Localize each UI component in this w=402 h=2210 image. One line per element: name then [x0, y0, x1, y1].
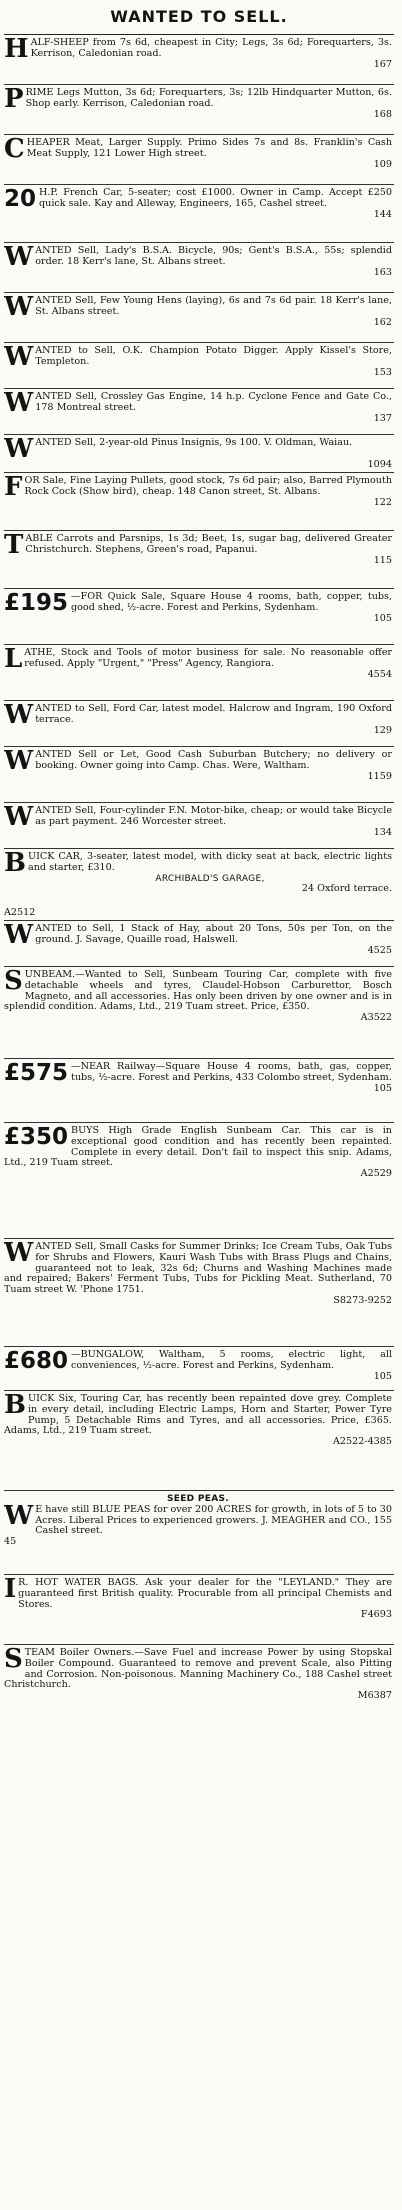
classified-ad [4, 389, 394, 435]
ad-reference: 162 [373, 317, 392, 328]
ad-text: ALF-SHEEP from 7s 6d, cheapest in City; Legs, 3s 6d; Forequarters, 3s. Kerrison, Caledonian road. [30, 37, 392, 59]
ad-reference: 45 [4, 1536, 17, 1548]
drop-cap: W [4, 803, 34, 832]
drop-cap: W [4, 293, 34, 322]
ad-text: ANTED Sell, 2-year-old Pinus Insignis, 9s 100. V. Oldman, Waiau. [35, 437, 353, 448]
ad-heading: SEED PEAS. [167, 1494, 229, 1504]
ad-reference: A2512 [4, 907, 36, 919]
drop-cap: S [4, 1645, 23, 1674]
classified-ad [4, 1239, 394, 1347]
drop-cap: H [4, 35, 29, 64]
drop-cap: W [4, 343, 34, 372]
ad-text: R. HOT WATER BAGS. Ask your dealer for the "LEYLAND." They are guaranteed first British quality. Procurable from all principal Chemists and Stores. [18, 1577, 392, 1610]
ad-text: UNBEAM.—Wanted to Sell, Sunbeam Touring Car, complete with five detachable wheels and tyres, Claudel-Hobson Carburettor, Bosch Magneto, and all accessories. Has only been driven by one owner and is in splendid condition. Adams, Ltd., 219 Tuam street. Price, £350. [4, 969, 392, 1013]
classified-ad [4, 1491, 394, 1575]
drop-cap: W [4, 1500, 34, 1531]
ad-reference: 168 [373, 109, 392, 120]
drop-cap: I [4, 1575, 17, 1604]
ad-reference: 167 [373, 59, 392, 70]
classified-ad [4, 1123, 394, 1239]
ad-reference: S8273-9252 [333, 1294, 392, 1306]
classified-ad [4, 803, 394, 849]
ad-reference: A2522-4385 [332, 1436, 392, 1448]
drop-cap: B [4, 1391, 26, 1420]
ad-lead-figure: 20 [4, 186, 37, 212]
classified-ad [4, 35, 394, 85]
ad-reference: M6387 [357, 1690, 392, 1702]
classified-ad [4, 589, 394, 645]
drop-cap: W [4, 243, 34, 272]
ad-reference: 144 [373, 209, 392, 220]
classified-ad [4, 921, 394, 967]
ad-text: RIME Legs Mutton, 3s 6d; Forequarters, 3s; 12lb Hindquarter Mutton, 6s. Shop early. Kerrison, Caledonian road. [25, 87, 392, 109]
classified-ad [4, 185, 394, 243]
ad-text: —BUNGALOW, Waltham, 5 rooms, electric light, all conveniences, ½-acre. Forest and Perkins, Sydenham. [71, 1349, 392, 1371]
ad-reference: 1159 [367, 771, 392, 782]
ad-text: —FOR Quick Sale, Square House 4 rooms, bath, copper, tubs, good shed, ½-acre. Forest and Perkins, Sydenham. [71, 591, 392, 613]
ad-text: H.P. French Car, 5-seater; cost £1000. Owner in Camp. Accept £250 quick sale. Kay and Alleway, Engineers, 165, Cashel street. [39, 187, 392, 209]
drop-cap: T [4, 531, 24, 560]
classified-ad [4, 343, 394, 389]
ad-text: ANTED Sell, Small Casks for Summer Drinks; Ice Cream Tubs, Oak Tubs for Shrubs and Flowers, Kauri Wash Tubs with Brass Plugs and Chains, guaranteed not to leak, 32s 6d; Churns and Washing Machines made and repaired; Bakers' Ferment Tubs, Tubs for Pickling Meat. Sutherland, 70 Tuam street W. 'Phone 1751. [4, 1241, 392, 1296]
ad-reference: A3522 [360, 1012, 392, 1024]
ad-text: ANTED to Sell, 1 Stack of Hay, about 20 Tons, 50s per Ton, on the ground. J. Savage, Quaille road, Halswell. [35, 923, 392, 945]
ad-text: ABLE Carrots and Parsnips, 1s 3d; Beet, 1s, sugar bag, delivered Greater Christchurch. Stephens, Green's road, Papanui. [25, 533, 392, 555]
ad-text: TEAM Boiler Owners.—Save Fuel and increase Power by using Stopskal Boiler Compound. Guaranteed to remove and prevent Scale, also Pitting and Corrosion. Non-poisonous. Manning Machinery Co., 188 Cashel street Christchurch. [4, 1647, 392, 1691]
drop-cap: W [4, 389, 34, 418]
ad-address: 24 Oxford terrace. [301, 883, 392, 895]
ad-reference: F4693 [360, 1609, 392, 1621]
ad-reference: 163 [373, 267, 392, 278]
ad-reference: A2529 [360, 1168, 392, 1180]
classified-ad [4, 701, 394, 747]
classified-ad [4, 1059, 394, 1123]
ad-lead-figure: £575 [4, 1060, 69, 1086]
ad-lead-figure: £195 [4, 590, 69, 616]
drop-cap: C [4, 135, 25, 164]
drop-cap: P [4, 85, 24, 114]
ad-reference: 105 [373, 1083, 392, 1094]
classified-ad [4, 747, 394, 803]
classified-ad [4, 1391, 394, 1491]
ad-reference: 105 [373, 613, 392, 624]
ad-reference: 105 [373, 1371, 392, 1382]
drop-cap: W [4, 921, 34, 950]
drop-cap: B [4, 849, 26, 878]
classified-ad [4, 85, 394, 135]
drop-cap: S [4, 967, 23, 996]
ad-reference: 4525 [367, 945, 392, 956]
ad-text: BUYS High Grade English Sunbeam Car. This car is in exceptional good condition and has recently been repainted. Complete in every detail. Don't fail to inspect this snip. Adams, Ltd., 219 Tuam street. [4, 1125, 392, 1169]
drop-cap: W [4, 701, 34, 730]
section-heading: WANTED TO SELL. [4, 0, 394, 35]
classified-ad [4, 435, 394, 473]
classified-ad [4, 967, 394, 1059]
drop-cap: W [4, 747, 34, 776]
ad-reference: 137 [373, 413, 392, 424]
ad-text: UICK CAR, 3-seater, latest model, with dicky seat at back, electric lights and starter, £310. [27, 851, 392, 873]
ad-lead-figure: £680 [4, 1348, 69, 1374]
ad-reference: 122 [373, 497, 392, 508]
drop-cap: F [4, 473, 23, 502]
classified-ad [4, 473, 394, 531]
ad-reference: 134 [373, 827, 392, 838]
ad-text: ANTED Sell, Few Young Hens (laying), 6s and 7s 6d pair. 18 Kerr's lane, St. Albans street. [35, 295, 392, 317]
drop-cap: W [4, 1239, 34, 1268]
classified-ad [4, 1347, 394, 1391]
ad-text: ANTED to Sell, Ford Car, latest model. Halcrow and Ingram, 190 Oxford terrace. [35, 703, 392, 725]
classified-ad [4, 293, 394, 343]
ad-text: ANTED Sell, Lady's B.S.A. Bicycle, 90s; Gent's B.S.A., 55s; splendid order. 18 Kerr's lane, St. Albans street. [35, 245, 392, 267]
ad-reference: 115 [373, 555, 392, 566]
classified-ad [4, 531, 394, 589]
classified-ad [4, 849, 394, 921]
drop-cap: L [4, 645, 23, 674]
drop-cap: W [4, 435, 34, 464]
ad-text: ATHE, Stock and Tools of motor business for sale. No reasonable offer refused. Apply "Urgent," "Press" Agency, Rangiora. [24, 647, 392, 669]
ad-text: —NEAR Railway—Square House 4 rooms, bath, gas, copper, tubs, ½-acre. Forest and Perkins, 433 Colombo street, Sydenham. [71, 1061, 392, 1083]
ad-reference: 153 [373, 367, 392, 378]
classified-ad [4, 1645, 394, 1725]
ad-text: ANTED to Sell, O.K. Champion Potato Digger. Apply Kissel's Store, Templeton. [35, 345, 392, 367]
ad-text: UICK Six, Touring Car, has recently been repainted dove grey. Complete in every detail, including Electric Lamps, Horn and Starter, Power Tyre Pump, 5 Detachable Rims and Tyres, and all accessories. Price, £365. Adams, Ltd., 219 Tuam street. [4, 1393, 392, 1437]
ad-reference: 109 [373, 159, 392, 170]
classified-ad [4, 1575, 394, 1645]
ad-text: ANTED Sell, Crossley Gas Engine, 14 h.p. Cyclone Fence and Gate Co., 178 Montreal street. [35, 391, 392, 413]
ad-text: HEAPER Meat, Larger Supply. Primo Sides 7s and 8s. Franklin's Cash Meat Supply, 121 Lower High street. [26, 137, 392, 159]
classified-ad [4, 243, 394, 293]
ad-text: ANTED Sell, Four-cylinder F.N. Motor-bike, cheap; or would take Bicycle as part payment. 246 Worcester street. [35, 805, 392, 827]
classified-column [4, 0, 394, 1725]
ad-lead-figure: £350 [4, 1124, 69, 1150]
classified-ad [4, 645, 394, 701]
garage-name: ARCHIBALD'S GARAGE, [155, 873, 265, 884]
ad-reference: 4554 [367, 669, 392, 680]
ad-reference: 129 [373, 725, 392, 736]
ad-text: OR Sale, Fine Laying Pullets, good stock, 7s 6d pair; also, Barred Plymouth Rock Cock (Show bird), cheap. 148 Canon street, St. Albans. [24, 475, 392, 497]
ad-text: ANTED Sell or Let, Good Cash Suburban Butchery; no delivery or booking. Owner going into Camp. Chas. Were, Waltham. [35, 749, 392, 771]
ad-reference: 1094 [367, 459, 392, 470]
classified-ad [4, 135, 394, 185]
ad-text: E have still BLUE PEAS for over 200 ACRES for growth, in lots of 5 to 30 Acres. Liberal Prices to experienced growers. J. MEAGHER and CO., 155 Cashel street. [35, 1503, 392, 1537]
